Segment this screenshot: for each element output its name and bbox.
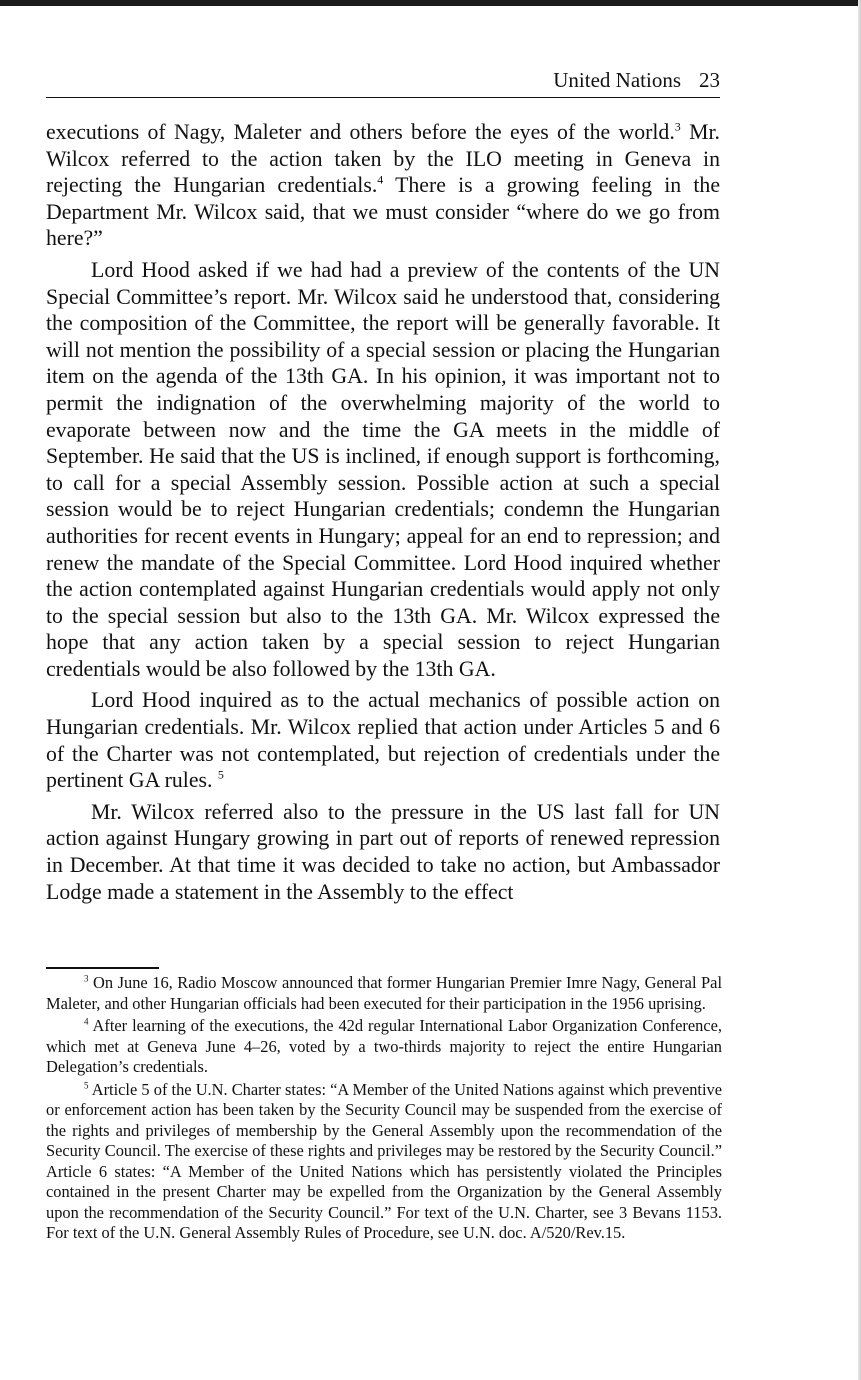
paragraph-1 <box>46 119 720 252</box>
running-header <box>46 64 720 98</box>
paragraph-4: Mr. Wilcox referred also to the pressure in the US last fall for UN action against Hungary growing in part out of reports of renewed repression in December. At that time it was decided to take no action, but Ambassador Lodge made a statement in the Assembly to the effect <box>46 799 720 904</box>
main-text <box>46 119 720 910</box>
footnote-5-text: Article 5 of the U.N. Charter states: “A Member of the United Nations against which preventive or enforcement action has been taken by the Security Council may be suspended from the exercise of the rights and privileges of membership by the General Assembly upon the recommendation of the Security Council. The exercise of these rights and privileges may be restored by the Security Council.” Article 6 states: “A Member of the United Nations which has persistently violated the Principles contained in the present Charter may be expelled from the Organization by the General Assembly upon the recommendation of the Security Council.” For text of the U.N. Charter, see 3 Bevans 1153. For text of the U.N. General Assembly Rules of Procedure, see U.N. doc. A/520/Rev.15. <box>46 1079 722 1242</box>
paragraph-3-text: Lord Hood inquired as to the actual mechanics of possible action on Hungarian credentials. Mr. Wilcox replied that action under Articles 5 and 6 of the Charter was not contemplated, but rejection of credentials under the pertinent GA rules. <box>46 688 720 793</box>
footnote-4-marker: 4 <box>84 1016 89 1027</box>
paragraph-1-text-c: There is a growing feeling in the Department Mr. Wilcox said, that we must consider “where do we go from here?” <box>46 173 720 251</box>
footnote-3 <box>46 973 722 1014</box>
footnote-separator <box>46 967 159 969</box>
footnote-4 <box>46 1016 722 1078</box>
footnote-ref-4: 4 <box>377 172 384 187</box>
footnote-5 <box>46 1080 722 1244</box>
footnote-5-marker: 5 <box>84 1080 89 1091</box>
footnote-3-marker: 3 <box>84 973 89 984</box>
footnote-3-text: On June 16, Radio Moscow announced that former Hungarian Premier Imre Nagy, General Pal Maleter, and other Hungarian officials had been executed for their participation in the 1956 uprising. <box>46 973 722 1013</box>
paragraph-1-text-a: executions of Nagy, Maleter and others before the eyes of the world. <box>46 120 675 144</box>
paragraph-3 <box>46 687 720 793</box>
page-top-edge <box>0 0 861 6</box>
footnote-ref-5: 5 <box>217 767 224 782</box>
footnote-4-text: After learning of the executions, the 42d regular International Labor Organization Conference, which met at Geneva June 4–26, voted by a two-thirds majority to reject the entire Hungarian Delegation’s credentials. <box>46 1016 722 1076</box>
paragraph-1-text-b: Mr. Wilcox referred to the action taken by the ILO meeting in Geneva in rejecting the Hungarian credentials. <box>46 120 720 198</box>
page-number: 23 <box>699 68 720 92</box>
paragraph-2: Lord Hood asked if we had had a preview of the contents of the UN Special Committee’s report. Mr. Wilcox said he understood that, considering the composition of the Committee, the report will be generally favorable. It will not mention the possibility of a special session or placing the Hungarian item on the agenda of the 13th GA. In his opinion, it was important not to permit the indignation of the overwhelming majority of the world to evaporate between now and the time the GA meets in the middle of September. He said that the US is inclined, if enough support is forthcoming, to call for a special Assembly session. Possible action at such a special session would be to reject Hungarian credentials; condemn the Hungarian authorities for recent events in Hungary; appeal for an end to repression; and renew the mandate of the Special Committee. Lord Hood inquired whether the action contemplated against Hungarian credentials would apply not only to the special session but also to the 13th GA. Mr. Wilcox expressed the hope that any action taken by a special session to reject Hungarian credentials would be also followed by the 13th GA. <box>46 257 720 681</box>
running-title: United Nations <box>553 68 681 92</box>
footnotes <box>46 973 722 1246</box>
footnote-ref-3: 3 <box>674 119 681 134</box>
